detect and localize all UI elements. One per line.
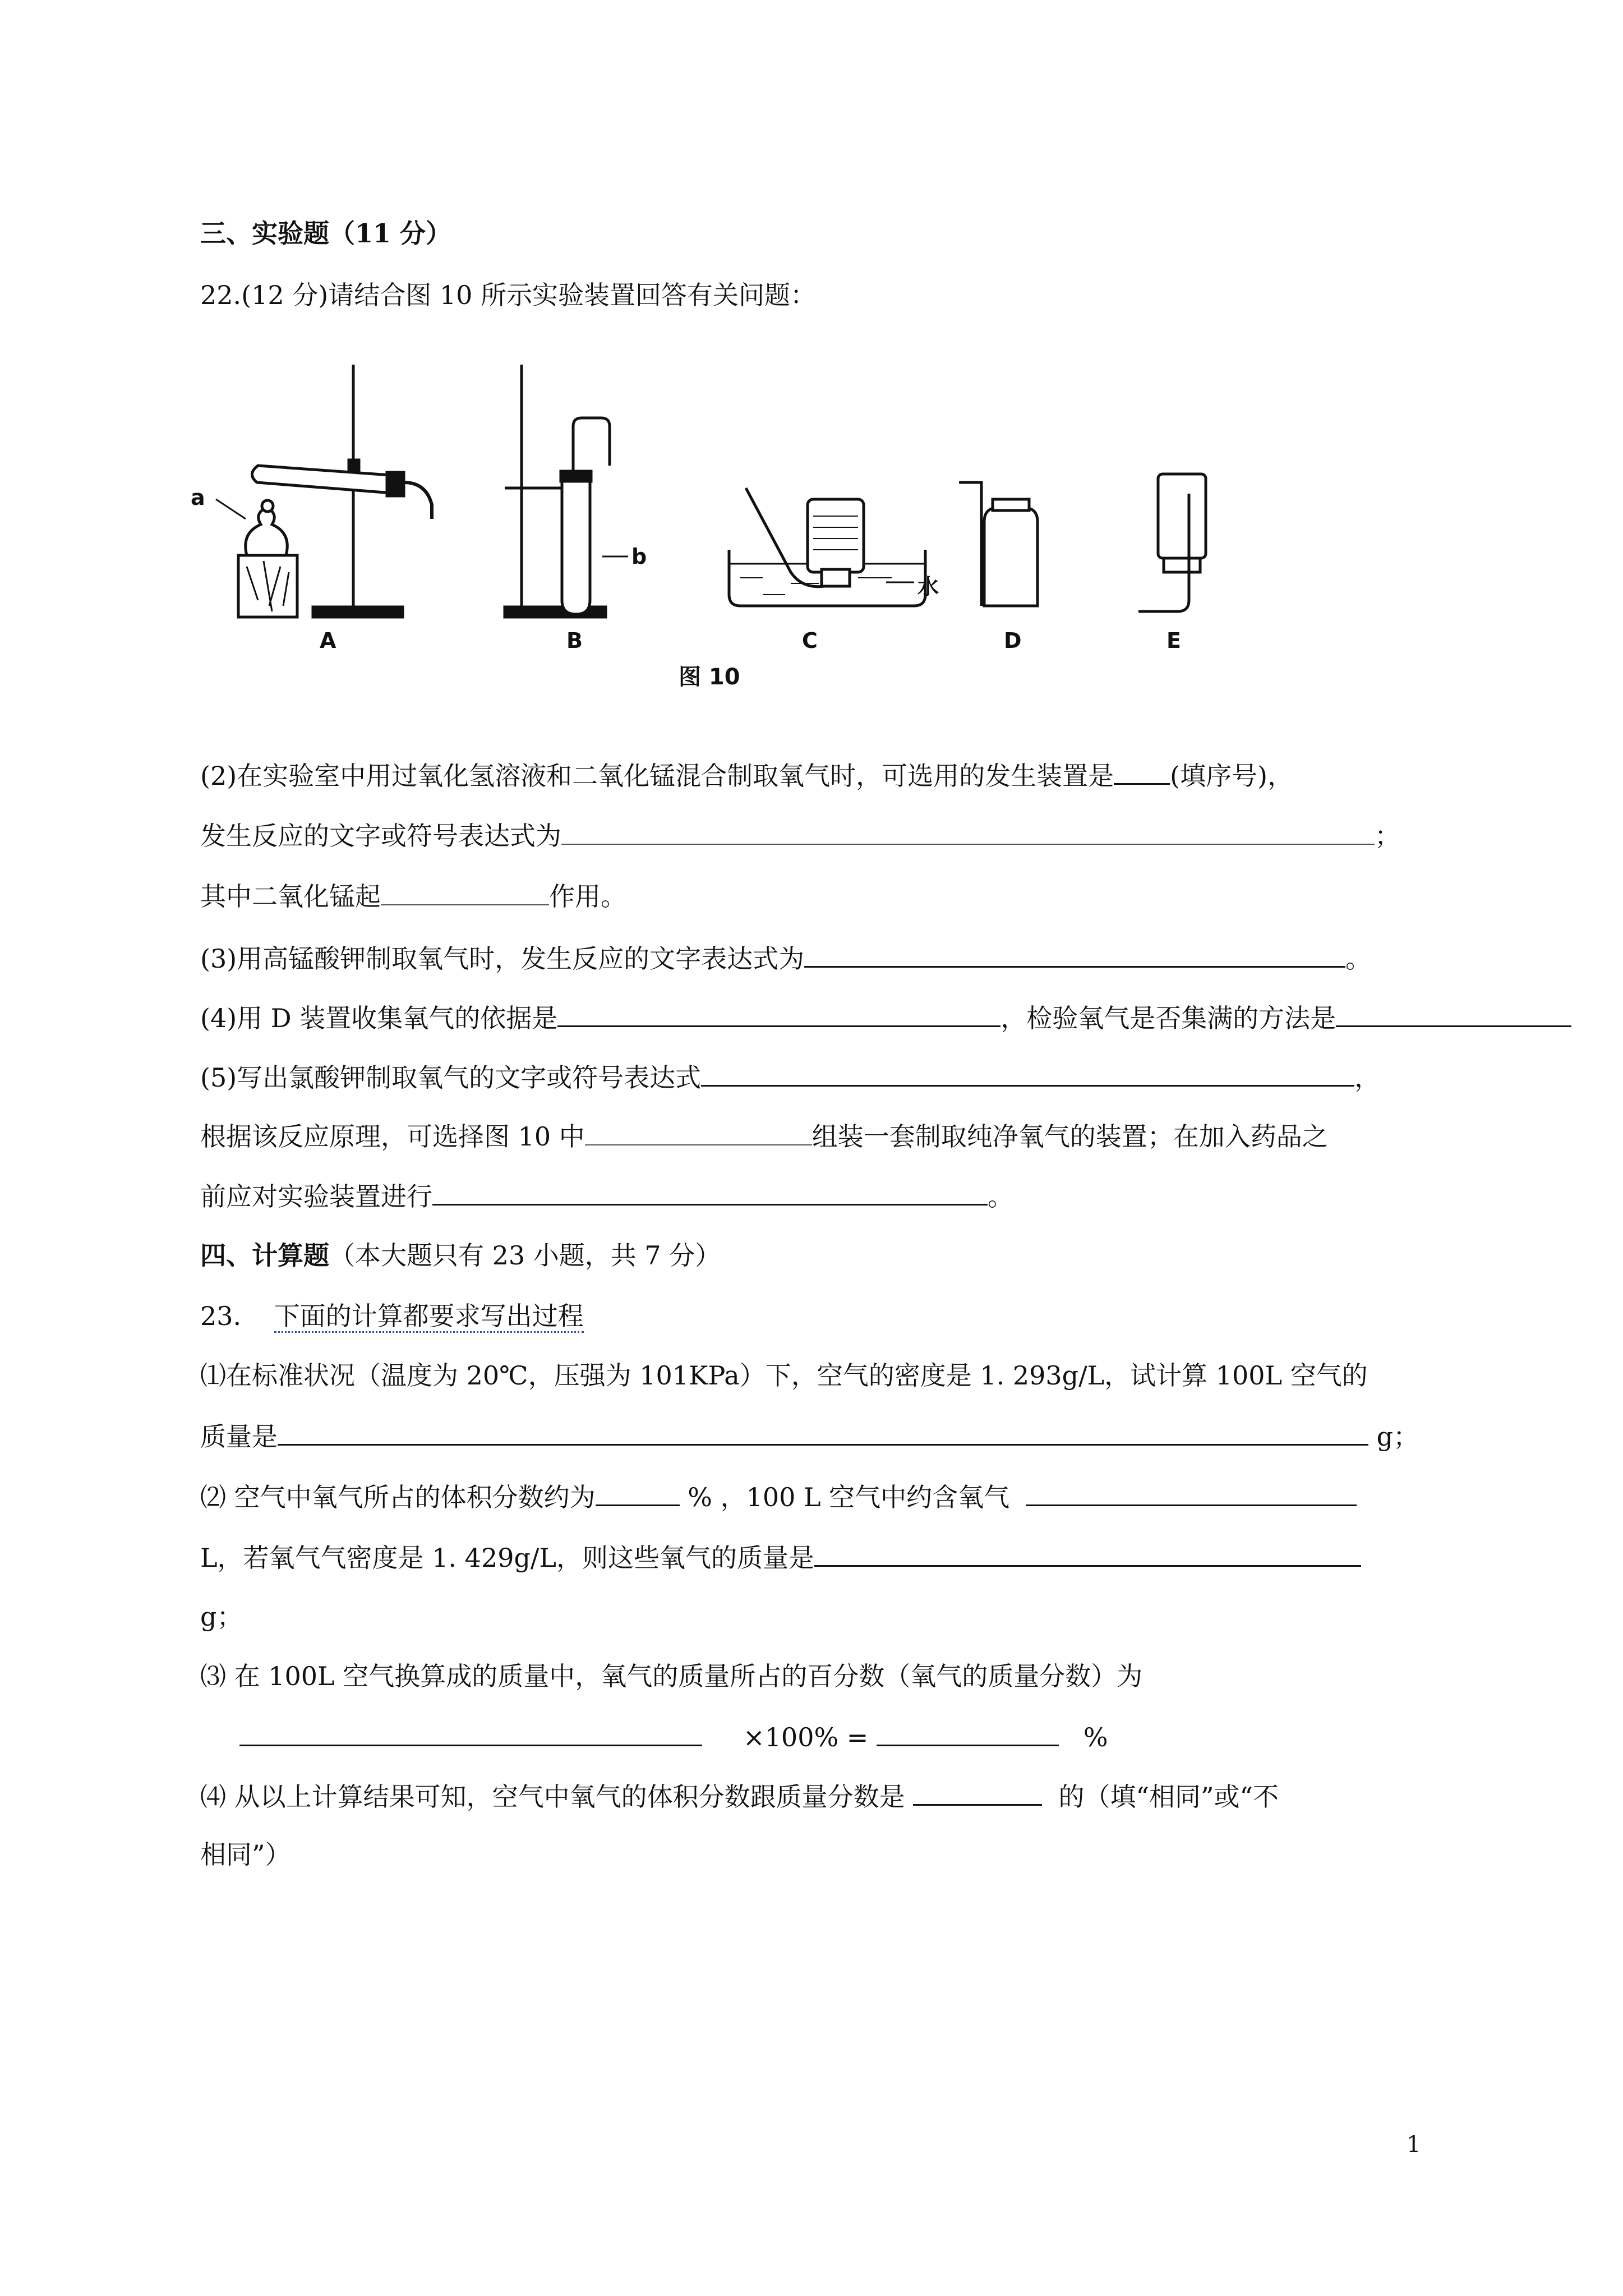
- q23-3-times-100: ×100% =: [743, 1722, 869, 1752]
- answer-blank-expression[interactable]: [561, 818, 1375, 845]
- q23-intro-line: [200, 1299, 584, 1333]
- q22-2-line2: [200, 818, 1400, 853]
- answer-blank-apparatus[interactable]: [585, 1119, 812, 1145]
- q22-5-text-c: 组装一套制取纯净氧气的装置；在加入药品之: [811, 1121, 1328, 1152]
- q22-5-line3: [200, 1178, 1013, 1213]
- q23-3-percent: %: [1083, 1722, 1108, 1752]
- q23-number: 23.: [200, 1301, 242, 1331]
- q22-3-period: 。: [1345, 944, 1372, 974]
- section3-title: 三、实验题: [200, 218, 329, 249]
- section3-score: （11 分）: [329, 218, 452, 249]
- q22-5-text-b: 根据该反应原理，可选择图 10 中: [200, 1121, 585, 1152]
- q22-2-text-a: (2)在实验室中用过氧化氢溶液和二氧化锰混合制取氧气时，可选用的发生装置是: [200, 761, 1114, 791]
- label-a: A: [320, 628, 336, 653]
- q22-2-line1: [200, 757, 1293, 793]
- answer-blank-kclo3[interactable]: [701, 1059, 1354, 1087]
- answer-blank-device[interactable]: [1114, 757, 1170, 785]
- q22-4-text-a: (4)用 D 装置收集氧气的依据是: [200, 1003, 558, 1033]
- q23-2-line3: g；: [200, 1602, 243, 1632]
- section4-heading: [200, 1239, 721, 1272]
- answer-blank-same-different[interactable]: [913, 1778, 1042, 1806]
- q23-3-line2: [200, 1719, 1108, 1754]
- apparatus-a: [216, 365, 432, 617]
- q22-5-period: 。: [988, 1181, 1013, 1212]
- q23-2-line1: [200, 1479, 1357, 1514]
- page-number: 1: [1407, 2132, 1421, 2157]
- label-b: B: [566, 628, 583, 653]
- q23-4-text-a: ⑷ 从以上计算结果可知，空气中氧气的体积分数跟质量分数是: [200, 1782, 905, 1812]
- answer-blank-mass-fraction[interactable]: [877, 1719, 1059, 1746]
- q22-5-line1: [200, 1059, 1380, 1094]
- section3-heading: [200, 217, 451, 250]
- q22-2-role-suffix: 作用。: [549, 881, 626, 912]
- callout-water: 水: [917, 574, 939, 599]
- q22-4-line: [200, 1000, 1571, 1035]
- q23-1-mass-label: 质量是: [200, 1421, 278, 1452]
- q23-2-text-b: % ，100 L 空气中约含氧气: [679, 1482, 1010, 1512]
- q22-2-expression-label: 发生反应的文字或符号表达式为: [200, 821, 561, 851]
- q23-4-line2: 相同”）: [200, 1839, 291, 1870]
- label-d: D: [1004, 628, 1022, 653]
- apparatus-e: [1138, 474, 1206, 611]
- answer-blank-check[interactable]: [1336, 1000, 1571, 1027]
- answer-blank-check-apparatus[interactable]: [432, 1178, 988, 1205]
- q23-4-text-b: 的（填“相同”或“不: [1058, 1782, 1279, 1812]
- section4-note: （本大题只有 23 小题，共 7 分）: [329, 1240, 721, 1271]
- q22-2-semicolon: ；: [1375, 821, 1400, 851]
- q23-1-unit: g；: [1368, 1421, 1419, 1452]
- q22-5-text-a: (5)写出氯酸钾制取氧气的文字或符号表达式: [200, 1062, 702, 1093]
- callout-b: b: [631, 544, 647, 569]
- q23-intro: 下面的计算都要求写出过程: [274, 1301, 584, 1333]
- q23-2-text-c: L，若氧气气密度是 1. 429g/L，则这些氧气的质量是: [200, 1543, 814, 1573]
- q23-3-line1: ⑶ 在 100L 空气换算成的质量中，氧气的质量所占的百分数（氧气的质量分数）为: [200, 1661, 1143, 1691]
- q22-5-text-d: 前应对实验装置进行: [200, 1181, 432, 1212]
- figure-caption: 图 10: [679, 664, 740, 690]
- q22-4-text-b: ，检验氧气是否集满的方法是: [1000, 1003, 1336, 1033]
- answer-blank-basis[interactable]: [557, 1000, 1000, 1027]
- q22-3-line: [200, 940, 1371, 976]
- q22-2-mno2-label: 其中二氧化锰起: [200, 881, 381, 912]
- q22-2-line3: [200, 878, 626, 913]
- answer-blank-o2-volume[interactable]: [1026, 1479, 1357, 1506]
- answer-blank-volume-fraction[interactable]: [596, 1479, 680, 1506]
- q22-3-text: (3)用高锰酸钾制取氧气时，发生反应的文字表达式为: [200, 944, 805, 974]
- callout-a: a: [191, 485, 205, 510]
- q22-2-text-b: (填序号)，: [1170, 761, 1294, 791]
- q23-2-text-a: ⑵ 空气中氧气所占的体积分数约为: [200, 1482, 596, 1512]
- section4-title: 四、计算题: [200, 1240, 329, 1271]
- apparatus-c: [729, 488, 925, 606]
- q23-1-line2: [200, 1418, 1419, 1453]
- q22-5-comma: ，: [1354, 1062, 1381, 1093]
- q22-5-line2: [200, 1119, 1328, 1153]
- figure-10: [185, 348, 1447, 696]
- label-c: C: [802, 628, 818, 653]
- apparatus-d: [959, 482, 1038, 606]
- q23-2-line2: [200, 1539, 1361, 1575]
- label-e: E: [1166, 628, 1181, 653]
- answer-blank-role[interactable]: [381, 878, 549, 905]
- answer-blank-air-mass[interactable]: [278, 1418, 1368, 1446]
- answer-blank-o2-mass[interactable]: [814, 1539, 1361, 1567]
- q23-1-line1: ⑴在标准状况（温度为 20℃，压强为 101KPa）下，空气的密度是 1. 293g/L，试计算 100L 空气的: [200, 1360, 1368, 1391]
- answer-blank-fraction-expr[interactable]: [239, 1719, 702, 1746]
- q23-4-line1: [200, 1778, 1279, 1814]
- answer-blank-kmno4[interactable]: [804, 940, 1345, 968]
- q22-intro: 22.(12 分)请结合图 10 所示实验装置回答有关问题：: [200, 280, 816, 310]
- apparatus-b: [505, 365, 628, 617]
